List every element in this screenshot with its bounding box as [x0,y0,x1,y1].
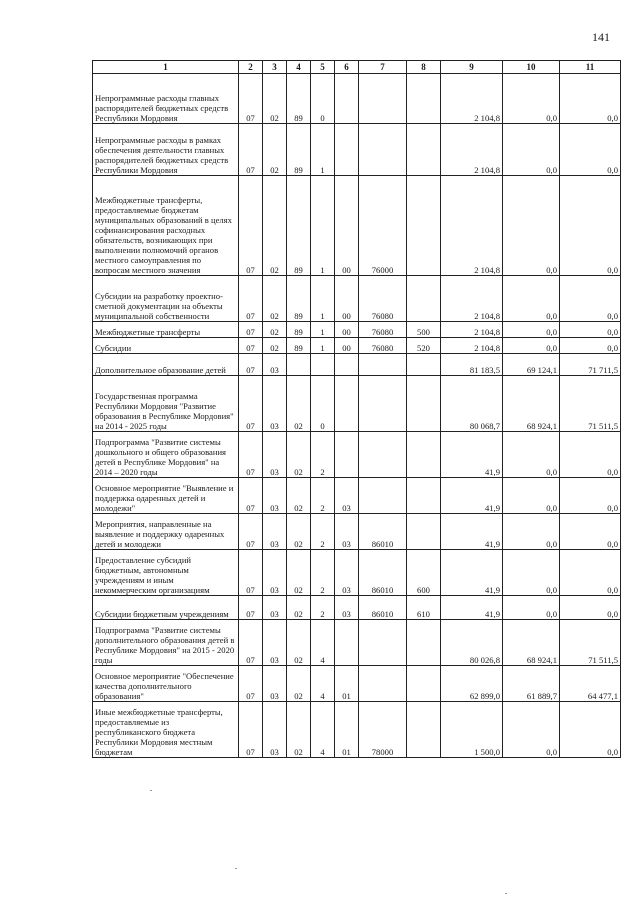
cell-amount-2: 0,0 [503,432,560,478]
cell-amount-2: 69 124,1 [503,354,560,376]
cell-amount-2: 0,0 [503,322,560,338]
cell-activity [335,432,359,478]
cell-amount-3: 0,0 [560,276,621,322]
cell-activity [335,354,359,376]
cell-program: 02 [287,702,311,758]
cell-subprogram: 4 [311,620,335,666]
cell-direction: 76080 [359,322,407,338]
cell-amount-3: 64 477,1 [560,666,621,702]
column-header: 7 [359,61,407,74]
cell-section: 07 [239,124,263,176]
cell-amount-1: 2 104,8 [441,276,503,322]
cell-activity: 00 [335,338,359,354]
cell-amount-1: 80 068,7 [441,376,503,432]
cell-subsection: 03 [263,478,287,514]
cell-subprogram: 1 [311,124,335,176]
column-header: 11 [560,61,621,74]
table-row [93,354,621,376]
table-row [93,176,621,276]
cell-activity: 03 [335,514,359,550]
row-name: Межбюджетные трансферты, предоставляемые бюджетам муниципальных образований в целях софинансирования расходных обязательств, возникающих при выполнении полномочий органов местного самоуправления по вопросам местного значения [93,176,239,276]
cell-activity: 00 [335,276,359,322]
cell-amount-1: 1 500,0 [441,702,503,758]
cell-subprogram: 2 [311,550,335,596]
cell-subsection: 03 [263,620,287,666]
cell-program: 89 [287,124,311,176]
column-header: 5 [311,61,335,74]
cell-activity: 00 [335,322,359,338]
cell-program: 02 [287,550,311,596]
cell-amount-2: 0,0 [503,276,560,322]
cell-program: 02 [287,596,311,620]
cell-program: 02 [287,478,311,514]
column-header: 9 [441,61,503,74]
cell-direction: 76000 [359,176,407,276]
cell-subsection: 03 [263,596,287,620]
cell-amount-2: 0,0 [503,74,560,124]
table-row [93,514,621,550]
table-row [93,702,621,758]
cell-amount-3: 0,0 [560,74,621,124]
cell-activity: 03 [335,550,359,596]
row-name: Непрограммные расходы в рамках обеспечения деятельности главных распорядителей бюджетных средств Республики Мордовия [93,124,239,176]
cell-amount-1: 80 026,8 [441,620,503,666]
cell-subsection: 03 [263,666,287,702]
cell-amount-2: 68 924,1 [503,376,560,432]
cell-expense-type [407,354,441,376]
cell-amount-2: 0,0 [503,596,560,620]
cell-program [287,354,311,376]
cell-amount-3: 0,0 [560,338,621,354]
cell-direction [359,376,407,432]
table-row [93,432,621,478]
cell-subsection: 03 [263,550,287,596]
row-name: Мероприятия, направленные на выявление и поддержку одаренных детей и молодежи [93,514,239,550]
cell-subprogram: 0 [311,376,335,432]
cell-activity [335,620,359,666]
cell-amount-2: 61 889,7 [503,666,560,702]
cell-section: 07 [239,354,263,376]
cell-amount-1: 41,9 [441,596,503,620]
cell-activity: 00 [335,176,359,276]
page-number: 141 [592,30,610,44]
cell-amount-3: 0,0 [560,432,621,478]
cell-amount-1: 2 104,8 [441,176,503,276]
cell-subsection: 02 [263,338,287,354]
cell-activity: 03 [335,596,359,620]
cell-amount-1: 41,9 [441,514,503,550]
cell-subsection: 03 [263,702,287,758]
cell-amount-2: 0,0 [503,176,560,276]
cell-amount-3: 71 511,5 [560,376,621,432]
cell-subsection: 02 [263,276,287,322]
cell-expense-type [407,666,441,702]
cell-subprogram: 1 [311,322,335,338]
cell-section: 07 [239,322,263,338]
cell-expense-type: 520 [407,338,441,354]
table-header-row [93,61,621,74]
cell-activity [335,124,359,176]
cell-section: 07 [239,702,263,758]
table-row [93,376,621,432]
cell-program: 89 [287,338,311,354]
cell-amount-2: 0,0 [503,124,560,176]
cell-amount-1: 41,9 [441,432,503,478]
table-row [93,124,621,176]
cell-amount-2: 0,0 [503,514,560,550]
row-name: Субсидии [93,338,239,354]
cell-direction: 76080 [359,276,407,322]
cell-activity: 01 [335,702,359,758]
cell-amount-1: 2 104,8 [441,322,503,338]
cell-direction [359,124,407,176]
row-name: Дополнительное образование детей [93,354,239,376]
cell-expense-type [407,176,441,276]
cell-section: 07 [239,376,263,432]
cell-subsection: 03 [263,432,287,478]
table-row [93,276,621,322]
cell-program: 02 [287,376,311,432]
column-header: 10 [503,61,560,74]
cell-subsection: 02 [263,322,287,338]
cell-section: 07 [239,514,263,550]
cell-subprogram: 2 [311,432,335,478]
cell-subprogram: 0 [311,74,335,124]
table-row [93,338,621,354]
cell-activity: 03 [335,478,359,514]
cell-expense-type [407,702,441,758]
cell-program: 89 [287,176,311,276]
cell-subsection: 02 [263,74,287,124]
cell-subsection: 03 [263,514,287,550]
table-row [93,322,621,338]
cell-subprogram: 4 [311,702,335,758]
table-row [93,596,621,620]
column-header: 8 [407,61,441,74]
table-row [93,666,621,702]
cell-program: 89 [287,74,311,124]
cell-amount-1: 81 183,5 [441,354,503,376]
cell-direction [359,74,407,124]
scan-speck [150,790,152,791]
cell-amount-1: 2 104,8 [441,124,503,176]
cell-expense-type: 500 [407,322,441,338]
cell-amount-3: 71 711,5 [560,354,621,376]
row-name: Непрограммные расходы главных распорядителей бюджетных средств Республики Мордовия [93,74,239,124]
cell-program: 89 [287,322,311,338]
cell-amount-1: 2 104,8 [441,74,503,124]
cell-section: 07 [239,432,263,478]
row-name: Основное мероприятие "Обеспечение качества дополнительного образования" [93,666,239,702]
cell-amount-2: 0,0 [503,338,560,354]
cell-subprogram [311,354,335,376]
cell-amount-3: 0,0 [560,550,621,596]
cell-amount-3: 0,0 [560,478,621,514]
cell-activity [335,74,359,124]
cell-amount-3: 0,0 [560,124,621,176]
cell-activity [335,376,359,432]
row-name: Иные межбюджетные трансферты, предоставляемые из республиканского бюджета Республики Мордовия местным бюджетам [93,702,239,758]
cell-direction [359,478,407,514]
cell-direction: 76080 [359,338,407,354]
row-name: Государственная программа Республики Мордовия "Развитие образования в Республике Мордовия" на 2014 - 2025 годы [93,376,239,432]
row-name: Субсидии бюджетным учреждениям [93,596,239,620]
cell-amount-3: 0,0 [560,702,621,758]
column-header: 2 [239,61,263,74]
cell-expense-type: 610 [407,596,441,620]
cell-expense-type [407,514,441,550]
table-row [93,74,621,124]
table-row [93,478,621,514]
cell-section: 07 [239,550,263,596]
row-name: Подпрограмма "Развитие системы дополнительного образования детей в Республике Мордовия" на 2015 - 2020 годы [93,620,239,666]
cell-expense-type [407,124,441,176]
column-header: 1 [93,61,239,74]
cell-amount-3: 71 511,5 [560,620,621,666]
cell-section: 07 [239,596,263,620]
cell-amount-2: 0,0 [503,478,560,514]
cell-section: 07 [239,276,263,322]
budget-table [92,60,621,758]
cell-subprogram: 2 [311,596,335,620]
cell-expense-type [407,376,441,432]
cell-program: 89 [287,276,311,322]
cell-direction [359,666,407,702]
row-name: Предоставление субсидий бюджетным, автономным учреждениям и иным некоммерческим организациям [93,550,239,596]
cell-subsection: 02 [263,124,287,176]
cell-program: 02 [287,620,311,666]
cell-amount-2: 0,0 [503,702,560,758]
cell-expense-type [407,432,441,478]
cell-direction [359,620,407,666]
cell-amount-1: 41,9 [441,550,503,596]
cell-amount-3: 0,0 [560,596,621,620]
cell-expense-type [407,74,441,124]
cell-subprogram: 4 [311,666,335,702]
cell-expense-type [407,620,441,666]
cell-section: 07 [239,74,263,124]
cell-subsection: 03 [263,376,287,432]
cell-subsection: 03 [263,354,287,376]
table-row [93,550,621,596]
cell-direction: 86010 [359,514,407,550]
cell-section: 07 [239,666,263,702]
cell-subprogram: 1 [311,176,335,276]
cell-program: 02 [287,514,311,550]
scan-speck [505,893,507,894]
column-header: 3 [263,61,287,74]
row-name: Подпрограмма "Развитие системы дошкольного и общего образования детей в Республике Мордовия" на 2014 – 2020 годы [93,432,239,478]
cell-expense-type [407,276,441,322]
cell-amount-2: 68 924,1 [503,620,560,666]
cell-section: 07 [239,338,263,354]
cell-direction: 78000 [359,702,407,758]
cell-program: 02 [287,432,311,478]
cell-direction [359,432,407,478]
cell-expense-type [407,478,441,514]
cell-subsection: 02 [263,176,287,276]
cell-section: 07 [239,620,263,666]
column-header: 6 [335,61,359,74]
cell-section: 07 [239,478,263,514]
cell-amount-3: 0,0 [560,176,621,276]
cell-activity: 01 [335,666,359,702]
row-name: Основное мероприятие "Выявление и поддержка одаренных детей и молодежи" [93,478,239,514]
cell-amount-3: 0,0 [560,322,621,338]
scan-speck [235,868,237,869]
cell-subprogram: 1 [311,338,335,354]
row-name: Субсидии на разработку проектно-сметной документации на объекты муниципальной собственности [93,276,239,322]
cell-program: 02 [287,666,311,702]
cell-subprogram: 2 [311,478,335,514]
cell-amount-2: 0,0 [503,550,560,596]
cell-amount-1: 62 899,0 [441,666,503,702]
cell-direction: 86010 [359,550,407,596]
cell-amount-3: 0,0 [560,514,621,550]
cell-expense-type: 600 [407,550,441,596]
cell-direction: 86010 [359,596,407,620]
column-header: 4 [287,61,311,74]
cell-section: 07 [239,176,263,276]
cell-amount-1: 41,9 [441,478,503,514]
table-row [93,620,621,666]
row-name: Межбюджетные трансферты [93,322,239,338]
cell-subprogram: 1 [311,276,335,322]
cell-direction [359,354,407,376]
cell-amount-1: 2 104,8 [441,338,503,354]
cell-subprogram: 2 [311,514,335,550]
